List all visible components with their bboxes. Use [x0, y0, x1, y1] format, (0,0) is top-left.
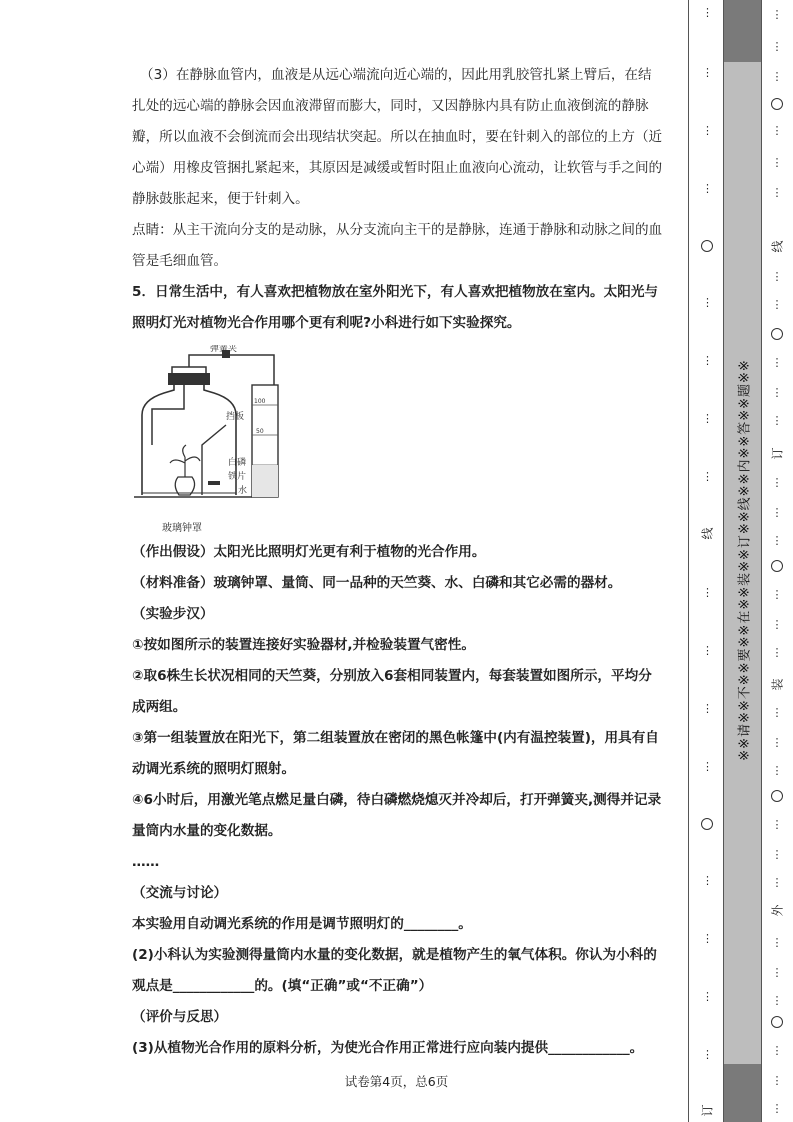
dotted-line: ⋮ — [771, 414, 782, 427]
dotted-line: ⋮ — [702, 1048, 712, 1061]
page-content — [132, 60, 664, 1064]
dotted-line: ⋮ — [771, 534, 782, 547]
dotted-line: ⋮ — [771, 270, 782, 283]
label-clamp: 弹簧夹 — [210, 345, 238, 354]
binding-char-outside: 外 — [770, 904, 784, 917]
label-board: 挡板 — [226, 412, 245, 422]
step-4: ④6小时后，用激光笔点燃足量白磷，待白磷燃烧熄灭并冷却后，打开弹簧夹,测得并记录量筒内水量的变化数据。 — [132, 792, 662, 839]
evaluation-heading: （评价与反思） — [132, 1009, 228, 1025]
dotted-line: ⋮ — [771, 764, 782, 777]
dotted-line: ⋮ — [702, 124, 712, 137]
dotted-line: ⋮ — [771, 1102, 782, 1115]
label-water: 水 — [238, 486, 248, 496]
experiment-apparatus-figure — [134, 345, 294, 535]
dotted-line: ⋮ — [702, 354, 712, 367]
binding-hole-circle — [771, 790, 783, 802]
dotted-line: ⋮ — [702, 586, 712, 599]
binding-hole-circle — [771, 560, 783, 572]
dotted-line: ⋮ — [771, 966, 782, 979]
page-footer: 试卷第4页，总6页 — [344, 1074, 449, 1089]
dotted-line: ⋮ — [771, 848, 782, 861]
cylinder-tick-100: 100 — [254, 398, 266, 405]
binding-column-gray — [723, 0, 762, 1122]
binding-dark-block-top — [724, 0, 761, 62]
step-3: ③第一组装置放在阳光下，第二组装置放在密闭的黑色帐篷中(内有温控装置)，用具有自动调光系统的照明灯照射。 — [132, 730, 659, 777]
dotted-line: ⋮ — [702, 874, 712, 887]
discussion-heading: （交流与讨论） — [132, 885, 228, 901]
dotted-line: ⋮ — [702, 470, 712, 483]
dotted-line: ⋮ — [771, 356, 782, 369]
tip-paragraph: 点睛：从主干流向分支的是动脉，从分支流向主干的是静脉，连通于静脉和动脉之间的血管是毛细血管。 — [132, 222, 663, 269]
question-1: 本实验用自动调光系统的作用是调节照明灯的________。 — [132, 916, 472, 932]
dotted-line: ⋮ — [771, 386, 782, 399]
dotted-line: ⋮ — [702, 932, 712, 945]
question-2: (2)小科认为实验测得量筒内水量的变化数据，就是植物产生的氧气体积。你认为小科的观点是____________的。(填“正确”或“不正确”） — [132, 947, 657, 994]
binding-hole-circle — [771, 1016, 783, 1028]
dotted-line: ⋮ — [771, 124, 782, 137]
binding-char-bottom: 订 — [700, 1104, 715, 1117]
dotted-line: ⋮ — [771, 1044, 782, 1057]
dotted-line: ⋮ — [771, 186, 782, 199]
dotted-line: ⋮ — [771, 506, 782, 519]
dotted-line: ⋮ — [771, 706, 782, 719]
dotted-line: ⋮ — [771, 588, 782, 601]
hypothesis: （作出假设）太阳光比照明灯光更有利于植物的光合作用。 — [132, 544, 486, 560]
dotted-line: ⋮ — [702, 990, 712, 1003]
materials: （材料准备）玻璃钟罩、量筒、同一品种的天竺葵、水、白磷和其它必需的器材。 — [132, 575, 622, 591]
binding-hole-circle — [771, 98, 783, 110]
label-phosphorus: 白磷 — [228, 458, 247, 468]
dotted-line: ⋮ — [771, 736, 782, 749]
dotted-line: ⋮ — [771, 646, 782, 659]
dotted-line: ⋮ — [771, 70, 782, 83]
dotted-line: ⋮ — [771, 994, 782, 1007]
dotted-line: ⋮ — [702, 702, 712, 715]
ellipsis: …… — [132, 854, 160, 870]
step-1: ①按如图所示的装置连接好实验器材,并检验装置气密性。 — [132, 637, 475, 653]
do-not-answer-note: ※※请※※不※※要※※在※※装※※订※※线※※内※※答※※题※※ — [737, 359, 752, 761]
binding-char-line-outer: 线 — [770, 240, 784, 253]
dotted-line: ⋮ — [771, 156, 782, 169]
dotted-line: ⋮ — [771, 8, 782, 21]
binding-hole-circle — [771, 328, 783, 340]
dotted-line: ⋮ — [771, 818, 782, 831]
dotted-line: ⋮ — [702, 412, 712, 425]
answer-paragraph-3: （3）在静脉血管内，血液是从远心端流向近心端的，因此用乳胶管扎紧上臂后，在结扎处的远心端的静脉会因血液滞留而膨大，同时，又因静脉内具有防止血液倒流的静脉瓣，所以血液不会倒流而会出现结状突起。所以在抽血时，要在针刺入的部位的上方（近心端）用橡皮管捆扎紧起来，其原因是减缓或暂时阻止血液向心流动，让软管与手之间的静脉鼓胀起来，便于针刺入。 — [132, 67, 663, 207]
binding-column-inner — [688, 0, 725, 1122]
apparatus-drawing — [134, 345, 294, 521]
binding-char-bind: 订 — [770, 447, 784, 460]
dotted-line: ⋮ — [702, 296, 712, 309]
binding-char-install: 装 — [770, 678, 784, 691]
question-5: 5．日常生活中，有人喜欢把植物放在室外阳光下，有人喜欢把植物放在室内。太阳光与照明灯光对植物光合作用哪个更有利呢?小科进行如下实验探究。 — [132, 284, 659, 331]
dotted-line: ⋮ — [702, 760, 712, 773]
dotted-line: ⋮ — [771, 40, 782, 53]
step-2: ②取6株生长状况相同的天竺葵，分别放入6套相同装置内，每套装置如图所示，平均分成两组。 — [132, 668, 652, 715]
binding-hole-circle — [701, 818, 713, 830]
dotted-line: ⋮ — [771, 876, 782, 889]
dotted-line: ⋮ — [771, 298, 782, 311]
binding-hole-circle — [701, 240, 713, 252]
dotted-line: ⋮ — [771, 936, 782, 949]
binding-column-outer — [760, 0, 793, 1122]
steps-heading: （实验步汉） — [132, 606, 214, 622]
binding-dark-block-bottom — [724, 1064, 761, 1122]
dotted-line: ⋮ — [702, 644, 712, 657]
cylinder-tick-50: 50 — [256, 428, 264, 435]
dotted-line: ⋮ — [771, 476, 782, 489]
figure-caption: 玻璃钟罩 — [162, 523, 202, 534]
dotted-line: ⋮ — [771, 1074, 782, 1087]
label-iron: 铁片 — [228, 472, 247, 482]
dotted-line: ⋮ — [771, 618, 782, 631]
dotted-line: ⋮ — [702, 6, 712, 19]
question-3: (3)从植物光合作用的原料分析，为使光合作用正常进行应向装内提供____________。 — [132, 1040, 644, 1056]
binding-char-line: 线 — [700, 527, 715, 540]
dotted-line: ⋮ — [702, 66, 712, 79]
dotted-line: ⋮ — [702, 182, 712, 195]
